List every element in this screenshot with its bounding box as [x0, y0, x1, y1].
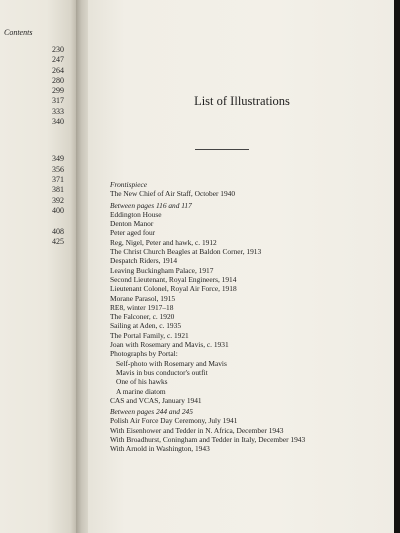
list-item: Self-photo with Rosemary and Mavis — [116, 358, 227, 368]
list-item: Leaving Buckingham Palace, 1917 — [110, 265, 214, 275]
list-item: A marine diatom — [116, 386, 166, 396]
list-item: Lieutenant Colonel, Royal Air Force, 1918 — [110, 284, 237, 294]
list-item: Denton Manor — [110, 219, 154, 229]
list-item: With Arnold in Washington, 1943 — [110, 444, 210, 454]
contents-page-number: 247 — [52, 55, 64, 65]
list-item: Reg, Nigel, Peter and hawk, c. 1912 — [110, 237, 217, 247]
contents-page-number: 425 — [52, 237, 64, 247]
list-item: Joan with Rosemary and Mavis, c. 1931 — [110, 340, 229, 350]
right-page — [88, 0, 396, 533]
contents-page-number: 400 — [52, 205, 64, 215]
contents-heading: Contents — [4, 28, 33, 37]
contents-page-number: 392 — [52, 195, 64, 205]
list-item: RE8, winter 1917–18 — [110, 302, 174, 312]
contents-page-numbers — [52, 45, 64, 248]
illustrations-list — [110, 178, 390, 454]
list-item: Photographs by Portal: — [110, 349, 178, 359]
list-item: The Falconer, c. 1920 — [110, 312, 175, 322]
list-item: With Broadhurst, Coningham and Tedder in Italy, December 1943 — [110, 435, 306, 445]
list-item: Second Lieutenant, Royal Engineers, 1914 — [110, 274, 237, 284]
contents-page-number: 317 — [52, 96, 64, 106]
list-item: One of his hawks — [116, 377, 168, 387]
contents-page-number: 230 — [52, 45, 64, 54]
list-item: Polish Air Force Day Ceremony, July 1941 — [110, 416, 238, 426]
list-item: Mavis in bus conductor's outfit — [116, 367, 208, 377]
list-section-heading: Between pages 116 and 117 — [110, 200, 192, 210]
contents-page-number: 333 — [52, 106, 64, 116]
list-item: Sailing at Aden, c. 1935 — [110, 321, 182, 331]
list-item: Morane Parasol, 1915 — [110, 293, 176, 303]
list-item: The Portal Family, c. 1921 — [110, 330, 189, 340]
contents-page-number: 280 — [52, 75, 64, 85]
left-page — [0, 0, 78, 533]
list-item: Peter aged four — [110, 228, 156, 238]
contents-page-number: 356 — [52, 164, 64, 174]
background-edge — [394, 0, 400, 533]
contents-page-number: 340 — [52, 117, 64, 127]
list-item: Eddington House — [110, 209, 162, 219]
list-section-heading: Between pages 244 and 245 — [110, 407, 193, 417]
contents-page-number: 264 — [52, 65, 64, 75]
contents-page-number: 408 — [52, 227, 64, 237]
title-rule — [195, 149, 249, 150]
contents-page-number: 299 — [52, 86, 64, 96]
contents-page-number: 371 — [52, 174, 64, 184]
list-item: The Christ Church Beagles at Baldon Corner, 1913 — [110, 247, 262, 257]
list-item: Despatch Riders, 1914 — [110, 256, 178, 266]
list-item: The New Chief of Air Staff, October 1940 — [110, 189, 236, 199]
page-title: List of Illustrations — [194, 94, 290, 108]
contents-page-number: 381 — [52, 185, 64, 195]
list-item: With Eisenhower and Tedder in N. Africa, December 1943 — [110, 425, 284, 435]
contents-page-number: 349 — [52, 154, 64, 164]
list-section-heading: Frontispiece — [110, 180, 148, 189]
list-item: CAS and VCAS, January 1941 — [110, 395, 202, 405]
